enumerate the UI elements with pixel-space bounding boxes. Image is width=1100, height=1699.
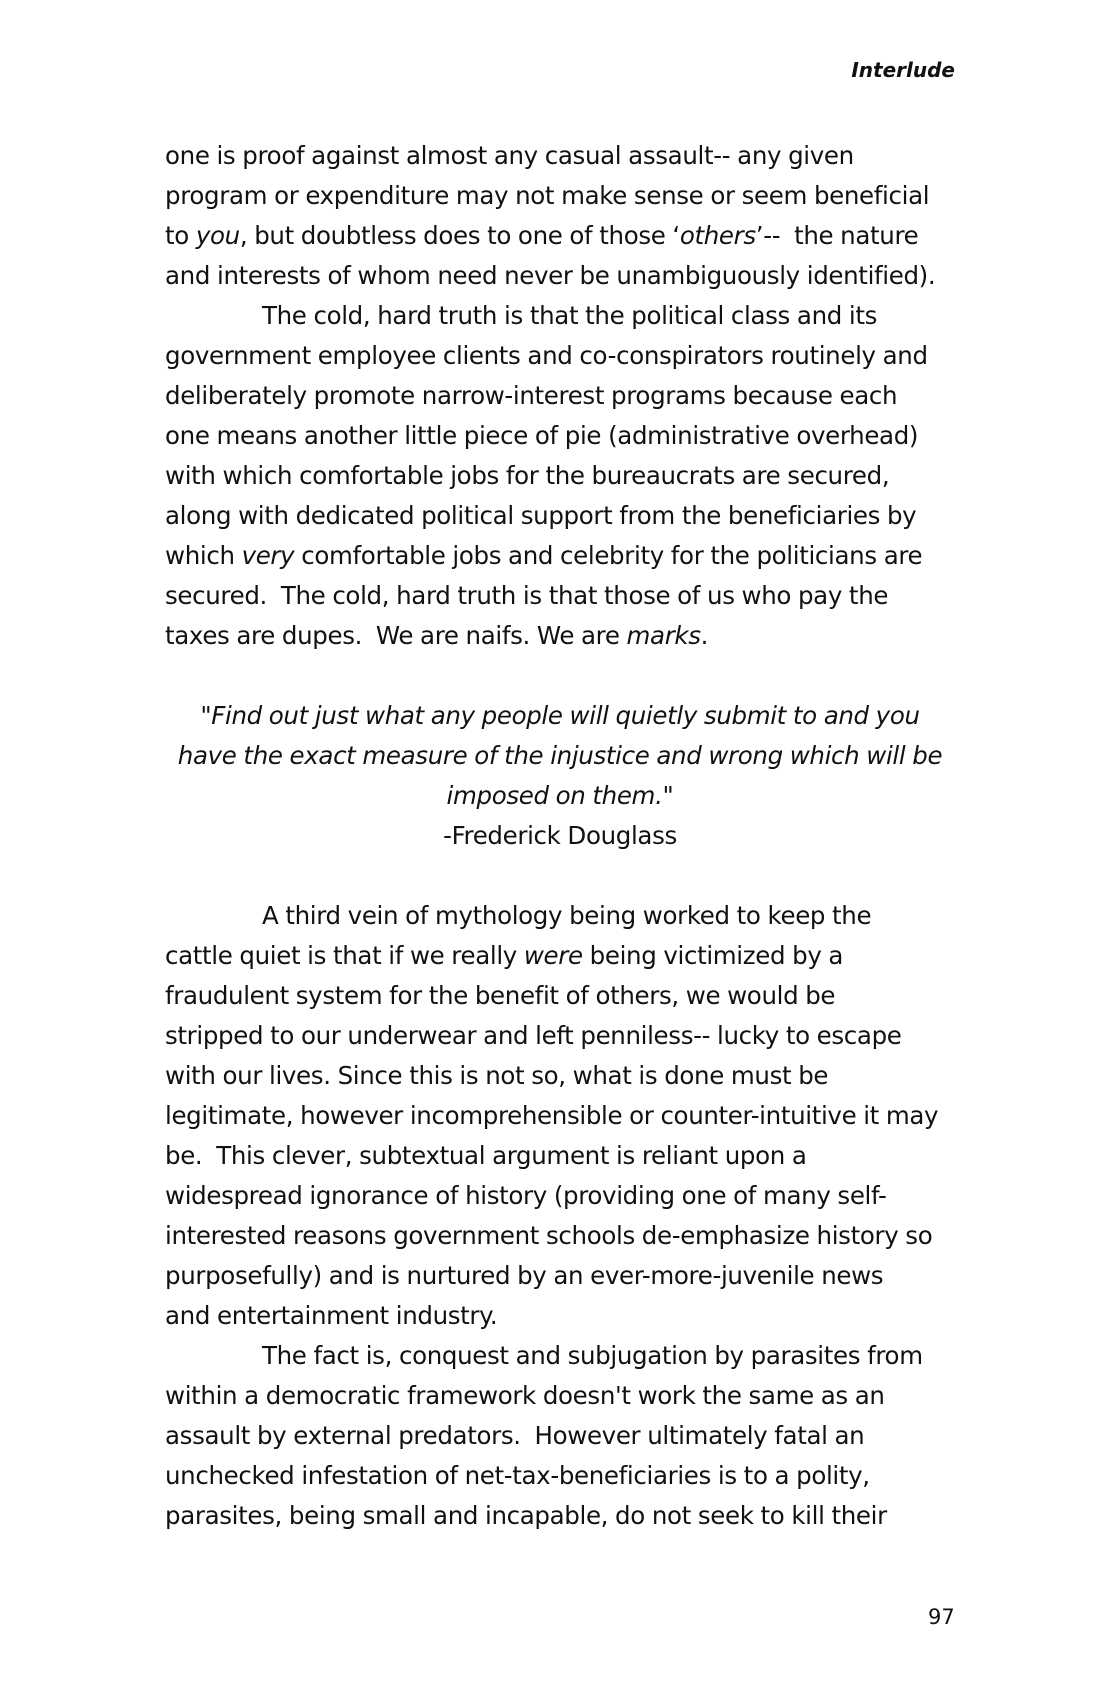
text-segment: The cold, hard truth is that the political class and its bbox=[262, 301, 878, 330]
text-segment: government employee clients and co-conspirators routinely and bbox=[165, 341, 928, 370]
text-line bbox=[165, 456, 965, 496]
emphasis-text: very bbox=[241, 541, 295, 570]
text-line bbox=[165, 976, 965, 1016]
text-line bbox=[165, 536, 965, 576]
page-number: 97 bbox=[928, 1605, 955, 1629]
text-segment: unchecked infestation of net-tax-beneficiaries is to a polity, bbox=[165, 1461, 870, 1490]
text-line bbox=[165, 1416, 965, 1456]
quote-line: "Find out just what any people will quietly submit to and you bbox=[200, 701, 920, 730]
text-segment: secured. The cold, hard truth is that those of us who pay the bbox=[165, 581, 889, 610]
text-line bbox=[165, 1376, 965, 1416]
text-segment: which bbox=[165, 541, 242, 570]
page-body bbox=[165, 136, 965, 1536]
text-line bbox=[165, 136, 965, 176]
text-line bbox=[165, 496, 965, 536]
text-line bbox=[165, 1456, 965, 1496]
text-line bbox=[165, 1136, 965, 1176]
text-line bbox=[165, 1016, 965, 1056]
text-line bbox=[165, 896, 965, 936]
quote-line: imposed on them." bbox=[446, 781, 674, 810]
text-line bbox=[165, 216, 965, 256]
text-line bbox=[165, 1096, 965, 1136]
text-line bbox=[165, 576, 965, 616]
spacer bbox=[165, 656, 965, 696]
epigraph-quote bbox=[165, 696, 965, 856]
text-line bbox=[165, 176, 965, 216]
text-line bbox=[165, 376, 965, 416]
text-segment: comfortable jobs and celebrity for the politicians are bbox=[294, 541, 923, 570]
text-segment: being victimized by a bbox=[582, 941, 844, 970]
paragraph-1 bbox=[165, 136, 965, 296]
text-segment: be. This clever, subtextual argument is reliant upon a bbox=[165, 1141, 807, 1170]
text-line bbox=[165, 416, 965, 456]
paragraph-3 bbox=[165, 896, 965, 1336]
text-line bbox=[165, 1176, 965, 1216]
text-segment: and entertainment industry. bbox=[165, 1301, 498, 1330]
text-line bbox=[165, 256, 965, 296]
text-segment: one means another little piece of pie (administrative overhead) bbox=[165, 421, 919, 450]
text-line bbox=[165, 1056, 965, 1096]
text-line bbox=[165, 936, 965, 976]
text-segment: purposefully) and is nurtured by an ever-more-juvenile news bbox=[165, 1261, 884, 1290]
text-segment: with which comfortable jobs for the bureaucrats are secured, bbox=[165, 461, 890, 490]
text-line bbox=[165, 1296, 965, 1336]
text-segment: fraudulent system for the benefit of others, we would be bbox=[165, 981, 836, 1010]
text-segment: to bbox=[165, 221, 196, 250]
text-line bbox=[165, 296, 965, 336]
paragraph-4 bbox=[165, 1336, 965, 1536]
running-head: Interlude bbox=[851, 58, 955, 82]
text-segment: cattle quiet is that if we really bbox=[165, 941, 524, 970]
emphasis-text: marks bbox=[626, 621, 701, 650]
text-segment: along with dedicated political support from the beneficiaries by bbox=[165, 501, 917, 530]
text-segment: one is proof against almost any casual assault-- any given bbox=[165, 141, 854, 170]
text-segment: and interests of whom need never be unambiguously identified). bbox=[165, 261, 936, 290]
text-line bbox=[165, 1256, 965, 1296]
text-segment: with our lives. Since this is not so, what is done must be bbox=[165, 1061, 829, 1090]
emphasis-text: others bbox=[679, 221, 756, 250]
text-segment: parasites, being small and incapable, do not seek to kill their bbox=[165, 1501, 887, 1530]
text-segment: The fact is, conquest and subjugation by parasites from bbox=[262, 1341, 923, 1370]
emphasis-text: were bbox=[523, 941, 583, 970]
text-segment: legitimate, however incomprehensible or counter-intuitive it may bbox=[165, 1101, 939, 1130]
text-segment: A third vein of mythology being worked to keep the bbox=[262, 901, 872, 930]
text-segment: widespread ignorance of history (providing one of many self- bbox=[165, 1181, 887, 1210]
text-segment: assault by external predators. However ultimately fatal an bbox=[165, 1421, 865, 1450]
text-line bbox=[165, 336, 965, 376]
paragraph-2 bbox=[165, 296, 965, 656]
text-segment: , but doubtless does to one of those ‘ bbox=[239, 221, 680, 250]
text-segment: taxes are dupes. We are naifs. We are bbox=[165, 621, 627, 650]
text-line bbox=[165, 1496, 965, 1536]
text-segment: program or expenditure may not make sense or seem beneficial bbox=[165, 181, 930, 210]
text-segment: . bbox=[700, 621, 709, 650]
quote-line: have the exact measure of the injustice and wrong which will be bbox=[177, 741, 943, 770]
text-line bbox=[165, 1336, 965, 1376]
text-segment: ’-- the nature bbox=[755, 221, 919, 250]
text-segment: interested reasons government schools de-emphasize history so bbox=[165, 1221, 933, 1250]
quote-attribution: -Frederick Douglass bbox=[443, 821, 677, 850]
text-line bbox=[165, 1216, 965, 1256]
text-segment: deliberately promote narrow-interest programs because each bbox=[165, 381, 898, 410]
emphasis-text: you bbox=[195, 221, 240, 250]
spacer bbox=[165, 856, 965, 896]
text-line bbox=[165, 616, 965, 656]
text-segment: within a democratic framework doesn't work the same as an bbox=[165, 1381, 885, 1410]
text-segment: stripped to our underwear and left penniless-- lucky to escape bbox=[165, 1021, 902, 1050]
